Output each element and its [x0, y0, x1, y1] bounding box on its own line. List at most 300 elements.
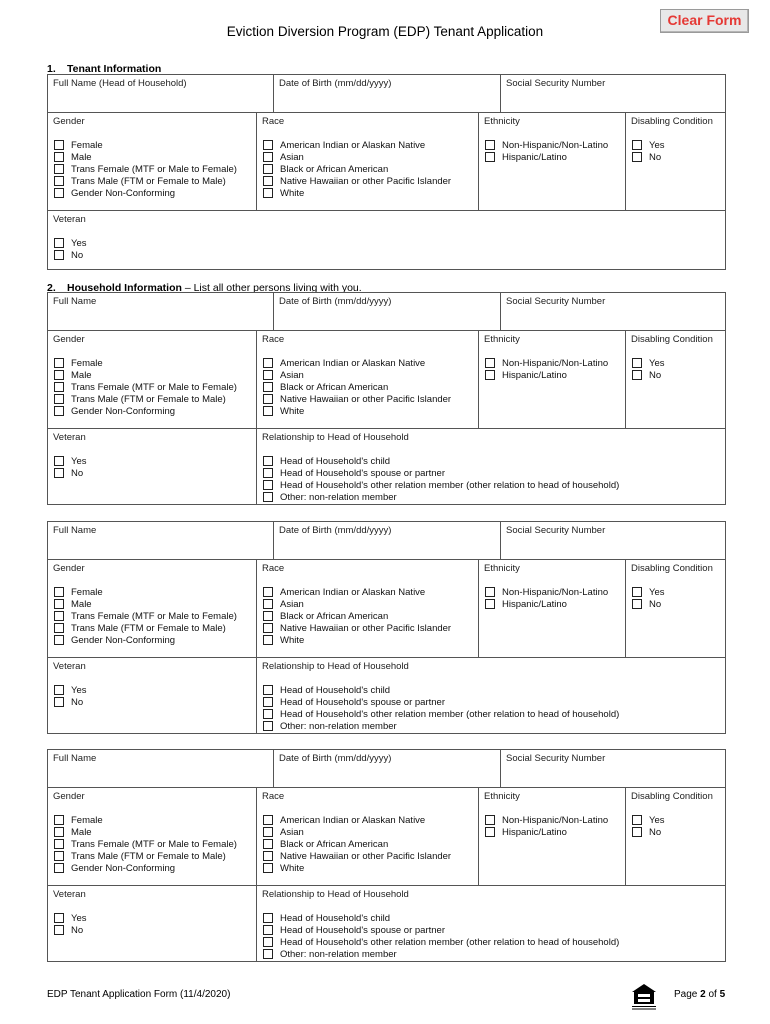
relationship-option[interactable] — [263, 479, 619, 491]
relationship-option[interactable] — [263, 467, 619, 479]
equal-housing-opportunity-logo — [631, 983, 657, 1011]
page-total: 5 — [719, 989, 726, 1000]
race-option-label: Black or African American — [280, 838, 389, 850]
gender-checkbox[interactable] — [54, 358, 64, 368]
disabling-option[interactable] — [632, 357, 665, 369]
form-row — [48, 559, 725, 658]
relationship-checkbox[interactable] — [263, 456, 273, 466]
relationship-option-label: Head of Household's spouse or partner — [280, 924, 445, 936]
field-label: Social Security Number — [506, 525, 606, 536]
race-group — [256, 788, 478, 886]
field-label: Disabling Condition — [631, 116, 713, 127]
veteran-option[interactable] — [54, 237, 87, 249]
ethnicity-option-label: Non-Hispanic/Non-Latino — [502, 586, 609, 598]
race-option[interactable] — [263, 826, 451, 838]
disabling-option[interactable] — [632, 826, 665, 838]
gender-checkbox[interactable] — [54, 635, 64, 645]
race-option-label: Black or African American — [280, 163, 389, 175]
gender-option-label: Gender Non-Conforming — [71, 634, 176, 646]
veteran-checkbox[interactable] — [54, 925, 64, 935]
field-label: Relationship to Head of Household — [262, 889, 409, 900]
veteran-checkbox[interactable] — [54, 238, 64, 248]
race-checkbox[interactable] — [263, 152, 273, 162]
relationship-option[interactable] — [263, 912, 619, 924]
ethnicity-option[interactable] — [485, 357, 608, 369]
race-option-label: Asian — [280, 598, 304, 610]
footer-form-name: EDP Tenant Application Form (11/4/2020) — [47, 989, 231, 1000]
gender-option[interactable] — [54, 405, 237, 417]
disabling-checkbox[interactable] — [632, 827, 642, 837]
gender-checkbox[interactable] — [54, 839, 64, 849]
disabling-option[interactable] — [632, 598, 665, 610]
relationship-checkbox[interactable] — [263, 697, 273, 707]
gender-option[interactable] — [54, 357, 237, 369]
gender-option-label: Male — [71, 826, 92, 838]
relationship-option[interactable] — [263, 455, 619, 467]
gender-option[interactable] — [54, 634, 237, 646]
ethnicity-options — [485, 814, 608, 838]
veteran-option[interactable] — [54, 467, 87, 479]
race-option[interactable] — [263, 357, 451, 369]
disabling-option-label: No — [649, 151, 662, 163]
race-checkbox[interactable] — [263, 623, 273, 633]
race-checkbox[interactable] — [263, 164, 273, 174]
race-checkbox[interactable] — [263, 382, 273, 392]
field-label: Social Security Number — [506, 753, 606, 764]
disabling-checkbox[interactable] — [632, 358, 642, 368]
disabling-option-label: Yes — [649, 814, 665, 826]
relationship-option-label: Head of Household's child — [280, 912, 391, 924]
field-label: Race — [262, 563, 285, 574]
ethnicity-option-label: Hispanic/Latino — [502, 369, 567, 381]
ethnicity-option-label: Non-Hispanic/Non-Latino — [502, 139, 609, 151]
form-row — [48, 750, 725, 787]
gender-option-label: Female — [71, 586, 103, 598]
race-option[interactable] — [263, 393, 451, 405]
gender-group — [48, 331, 256, 429]
field-label: Social Security Number — [506, 296, 606, 307]
field-label: Full Name — [53, 753, 97, 764]
race-options — [263, 357, 451, 417]
field-label: Ethnicity — [484, 563, 520, 574]
race-checkbox[interactable] — [263, 851, 273, 861]
member-ssn-field[interactable] — [500, 750, 725, 787]
member-dob-field[interactable] — [273, 522, 500, 559]
ethnicity-checkbox[interactable] — [485, 358, 495, 368]
veteran-checkbox[interactable] — [54, 456, 64, 466]
relationship-checkbox[interactable] — [263, 937, 273, 947]
race-option[interactable] — [263, 151, 451, 163]
ethnicity-option[interactable] — [485, 826, 608, 838]
disabling-options — [632, 357, 665, 381]
veteran-option[interactable] — [54, 684, 87, 696]
gender-options — [54, 586, 237, 646]
race-option[interactable] — [263, 381, 451, 393]
ethnicity-checkbox[interactable] — [485, 599, 495, 609]
gender-checkbox[interactable] — [54, 599, 64, 609]
veteran-checkbox[interactable] — [54, 685, 64, 695]
gender-option[interactable] — [54, 163, 237, 175]
field-label: Date of Birth (mm/dd/yyyy) — [279, 753, 392, 764]
disabling-condition-group — [625, 788, 725, 886]
relationship-option-label: Head of Household's other relation member (other relation to head of household) — [280, 936, 620, 948]
gender-checkbox[interactable] — [54, 851, 64, 861]
race-option-label: White — [280, 187, 305, 199]
race-option[interactable] — [263, 139, 451, 151]
race-option[interactable] — [263, 862, 451, 874]
form-row — [48, 293, 725, 330]
veteran-options — [54, 237, 87, 261]
disabling-option[interactable] — [632, 586, 665, 598]
gender-option-label: Trans Male (FTM or Female to Male) — [71, 622, 226, 634]
disabling-option[interactable] — [632, 151, 665, 163]
relationship-checkbox[interactable] — [263, 913, 273, 923]
ethnicity-option[interactable] — [485, 151, 608, 163]
race-checkbox[interactable] — [263, 358, 273, 368]
field-label: Full Name — [53, 525, 97, 536]
race-option[interactable] — [263, 634, 451, 646]
ethnicity-option[interactable] — [485, 586, 608, 598]
ethnicity-group — [478, 560, 625, 658]
relationship-checkbox[interactable] — [263, 925, 273, 935]
form-row — [48, 210, 725, 270]
veteran-group — [48, 211, 725, 270]
member-full-name-field[interactable] — [48, 293, 273, 330]
race-checkbox[interactable] — [263, 394, 273, 404]
disabling-option[interactable] — [632, 139, 665, 151]
form-row — [48, 428, 725, 505]
gender-option[interactable] — [54, 151, 237, 163]
member-dob-field[interactable] — [273, 750, 500, 787]
race-option-label: American Indian or Alaskan Native — [280, 586, 426, 598]
ethnicity-group — [478, 113, 625, 211]
form-title: Eviction Diversion Program (EDP) Tenant Application — [226, 24, 544, 39]
section-2-number: 2. — [47, 282, 56, 294]
relationship-checkbox[interactable] — [263, 949, 273, 959]
veteran-options — [54, 684, 87, 708]
veteran-option[interactable] — [54, 249, 87, 261]
member-ssn-field[interactable] — [500, 293, 725, 330]
race-option[interactable] — [263, 814, 451, 826]
field-label: Date of Birth (mm/dd/yyyy) — [279, 525, 392, 536]
disabling-condition-group — [625, 113, 725, 211]
race-option[interactable] — [263, 598, 451, 610]
gender-checkbox[interactable] — [54, 863, 64, 873]
race-group — [256, 113, 478, 211]
race-checkbox[interactable] — [263, 827, 273, 837]
veteran-option-label: No — [71, 924, 84, 936]
field-label: Race — [262, 791, 285, 802]
disabling-checkbox[interactable] — [632, 370, 642, 380]
race-option[interactable] — [263, 175, 451, 187]
household-member-block — [47, 521, 726, 734]
veteran-checkbox[interactable] — [54, 913, 64, 923]
race-options — [263, 139, 451, 199]
gender-option-label: Trans Male (FTM or Female to Male) — [71, 175, 226, 187]
veteran-option[interactable] — [54, 455, 87, 467]
relationship-options — [263, 684, 619, 732]
veteran-option-label: Yes — [71, 455, 87, 467]
veteran-checkbox[interactable] — [54, 468, 64, 478]
gender-option-label: Female — [71, 814, 103, 826]
gender-option[interactable] — [54, 850, 237, 862]
tenant-info-block — [47, 74, 726, 270]
disabling-option[interactable] — [632, 369, 665, 381]
gender-checkbox[interactable] — [54, 176, 64, 186]
member-full-name-field[interactable] — [48, 522, 273, 559]
gender-checkbox[interactable] — [54, 587, 64, 597]
veteran-checkbox[interactable] — [54, 697, 64, 707]
head-dob-field[interactable] — [273, 75, 500, 112]
head-full-name-field[interactable] — [48, 75, 273, 112]
race-option[interactable] — [263, 610, 451, 622]
relationship-checkbox[interactable] — [263, 468, 273, 478]
disabling-checkbox[interactable] — [632, 140, 642, 150]
disabling-checkbox[interactable] — [632, 815, 642, 825]
gender-checkbox[interactable] — [54, 382, 64, 392]
field-label: Veteran — [53, 432, 86, 443]
gender-option-label: Trans Female (MTF or Male to Female) — [71, 163, 237, 175]
gender-options — [54, 139, 237, 199]
form-row — [48, 330, 725, 429]
gender-option[interactable] — [54, 139, 237, 151]
ethnicity-checkbox[interactable] — [485, 815, 495, 825]
gender-option[interactable] — [54, 187, 237, 199]
veteran-options — [54, 912, 87, 936]
section-2-subtitle: – List all other persons living with you. — [181, 282, 362, 294]
form-row — [48, 885, 725, 962]
gender-checkbox[interactable] — [54, 815, 64, 825]
ethnicity-option[interactable] — [485, 369, 608, 381]
gender-checkbox[interactable] — [54, 188, 64, 198]
race-option[interactable] — [263, 586, 451, 598]
ethnicity-option-label: Hispanic/Latino — [502, 826, 567, 838]
race-option-label: Native Hawaiian or other Pacific Islander — [280, 850, 452, 862]
gender-option-label: Gender Non-Conforming — [71, 405, 176, 417]
gender-option[interactable] — [54, 598, 237, 610]
disabling-option[interactable] — [632, 814, 665, 826]
gender-option-label: Gender Non-Conforming — [71, 862, 176, 874]
race-group — [256, 560, 478, 658]
veteran-option[interactable] — [54, 912, 87, 924]
form-row — [48, 787, 725, 886]
race-checkbox[interactable] — [263, 863, 273, 873]
veteran-checkbox[interactable] — [54, 250, 64, 260]
ethnicity-checkbox[interactable] — [485, 152, 495, 162]
race-checkbox[interactable] — [263, 611, 273, 621]
disabling-checkbox[interactable] — [632, 587, 642, 597]
gender-group — [48, 113, 256, 211]
ethnicity-group — [478, 788, 625, 886]
gender-option-label: Male — [71, 369, 92, 381]
veteran-option[interactable] — [54, 696, 87, 708]
field-label: Social Security Number — [506, 78, 606, 89]
relationship-checkbox[interactable] — [263, 480, 273, 490]
race-option[interactable] — [263, 850, 451, 862]
gender-option[interactable] — [54, 381, 237, 393]
form-row — [48, 657, 725, 734]
race-option[interactable] — [263, 405, 451, 417]
field-label: Full Name — [53, 296, 97, 307]
gender-checkbox[interactable] — [54, 152, 64, 162]
ethnicity-group — [478, 331, 625, 429]
gender-option[interactable] — [54, 369, 237, 381]
relationship-option[interactable] — [263, 684, 619, 696]
relationship-checkbox[interactable] — [263, 709, 273, 719]
form-row — [48, 75, 725, 112]
clear-form-button[interactable]: Clear Form — [660, 9, 749, 33]
race-checkbox[interactable] — [263, 140, 273, 150]
disabling-option-label: No — [649, 826, 662, 838]
race-checkbox[interactable] — [263, 839, 273, 849]
veteran-option[interactable] — [54, 924, 87, 936]
ethnicity-checkbox[interactable] — [485, 140, 495, 150]
ethnicity-checkbox[interactable] — [485, 587, 495, 597]
gender-option[interactable] — [54, 814, 237, 826]
relationship-option-label: Other: non-relation member — [280, 491, 397, 503]
disabling-option-label: No — [649, 369, 662, 381]
relationship-option[interactable] — [263, 924, 619, 936]
veteran-group — [48, 429, 256, 505]
relationship-checkbox[interactable] — [263, 685, 273, 695]
gender-checkbox[interactable] — [54, 164, 64, 174]
veteran-option-label: Yes — [71, 684, 87, 696]
page-indicator: Page 2 of 5 — [674, 989, 726, 1000]
gender-option-label: Female — [71, 357, 103, 369]
race-option-label: American Indian or Alaskan Native — [280, 814, 426, 826]
gender-option[interactable] — [54, 862, 237, 874]
ethnicity-checkbox[interactable] — [485, 827, 495, 837]
gender-option[interactable] — [54, 586, 237, 598]
household-member-block — [47, 292, 726, 505]
relationship-checkbox[interactable] — [263, 492, 273, 502]
section-1-number: 1. — [47, 63, 56, 75]
race-option-label: Black or African American — [280, 610, 389, 622]
race-option-label: American Indian or Alaskan Native — [280, 357, 426, 369]
race-option-label: White — [280, 862, 305, 874]
field-label: Gender — [53, 563, 85, 574]
race-option-label: Native Hawaiian or other Pacific Islander — [280, 393, 452, 405]
relationship-option[interactable] — [263, 708, 619, 720]
relationship-option[interactable] — [263, 936, 619, 948]
gender-group — [48, 560, 256, 658]
gender-checkbox[interactable] — [54, 623, 64, 633]
race-option-label: Asian — [280, 369, 304, 381]
veteran-option-label: Yes — [71, 912, 87, 924]
member-dob-field[interactable] — [273, 293, 500, 330]
gender-option[interactable] — [54, 175, 237, 187]
race-checkbox[interactable] — [263, 370, 273, 380]
gender-option-label: Trans Male (FTM or Female to Male) — [71, 393, 226, 405]
race-option-label: Black or African American — [280, 381, 389, 393]
relationship-option[interactable] — [263, 720, 619, 732]
household-member-block — [47, 749, 726, 962]
race-checkbox[interactable] — [263, 176, 273, 186]
disabling-checkbox[interactable] — [632, 152, 642, 162]
field-label: Ethnicity — [484, 334, 520, 345]
veteran-option-label: Yes — [71, 237, 87, 249]
relationship-option-label: Head of Household's child — [280, 684, 391, 696]
field-label: Gender — [53, 116, 85, 127]
ethnicity-option[interactable] — [485, 139, 608, 151]
ethnicity-option[interactable] — [485, 814, 608, 826]
race-checkbox[interactable] — [263, 815, 273, 825]
race-option[interactable] — [263, 838, 451, 850]
member-ssn-field[interactable] — [500, 522, 725, 559]
relationship-option-label: Other: non-relation member — [280, 948, 397, 960]
gender-option[interactable] — [54, 826, 237, 838]
relationship-option-label: Head of Household's other relation member (other relation to head of household) — [280, 708, 620, 720]
veteran-option-label: No — [71, 696, 84, 708]
form-row — [48, 112, 725, 211]
field-label: Relationship to Head of Household — [262, 432, 409, 443]
relationship-option[interactable] — [263, 491, 619, 503]
gender-option[interactable] — [54, 610, 237, 622]
section-1-title: Tenant Information — [67, 63, 162, 75]
relationship-option[interactable] — [263, 696, 619, 708]
relationship-option[interactable] — [263, 948, 619, 960]
race-checkbox[interactable] — [263, 188, 273, 198]
page-current: 2 — [700, 989, 706, 1000]
race-checkbox[interactable] — [263, 587, 273, 597]
disabling-option-label: Yes — [649, 357, 665, 369]
gender-option[interactable] — [54, 838, 237, 850]
gender-option-label: Gender Non-Conforming — [71, 187, 176, 199]
race-option-label: Native Hawaiian or other Pacific Islander — [280, 622, 452, 634]
disabling-checkbox[interactable] — [632, 599, 642, 609]
section-2-title: Household Information — [67, 282, 182, 294]
race-option[interactable] — [263, 622, 451, 634]
gender-option[interactable] — [54, 622, 237, 634]
gender-checkbox[interactable] — [54, 394, 64, 404]
field-label: Full Name (Head of Household) — [53, 78, 187, 89]
field-label: Race — [262, 334, 285, 345]
gender-option-label: Male — [71, 151, 92, 163]
race-checkbox[interactable] — [263, 635, 273, 645]
head-ssn-field[interactable] — [500, 75, 725, 112]
gender-checkbox[interactable] — [54, 827, 64, 837]
ethnicity-option-label: Hispanic/Latino — [502, 598, 567, 610]
ethnicity-checkbox[interactable] — [485, 370, 495, 380]
race-option-label: American Indian or Alaskan Native — [280, 139, 426, 151]
race-option[interactable] — [263, 163, 451, 175]
ethnicity-options — [485, 357, 608, 381]
race-option-label: Asian — [280, 826, 304, 838]
race-checkbox[interactable] — [263, 406, 273, 416]
relationship-checkbox[interactable] — [263, 721, 273, 731]
gender-option[interactable] — [54, 393, 237, 405]
field-label: Ethnicity — [484, 791, 520, 802]
member-full-name-field[interactable] — [48, 750, 273, 787]
gender-checkbox[interactable] — [54, 370, 64, 380]
veteran-option-label: No — [71, 467, 84, 479]
gender-options — [54, 814, 237, 874]
disabling-options — [632, 139, 665, 163]
ethnicity-option[interactable] — [485, 598, 608, 610]
field-label: Veteran — [53, 889, 86, 900]
field-label: Gender — [53, 334, 85, 345]
disabling-option-label: Yes — [649, 139, 665, 151]
ethnicity-options — [485, 586, 608, 610]
gender-checkbox[interactable] — [54, 140, 64, 150]
relationship-group — [256, 886, 725, 962]
gender-checkbox[interactable] — [54, 611, 64, 621]
race-option[interactable] — [263, 369, 451, 381]
race-checkbox[interactable] — [263, 599, 273, 609]
race-option[interactable] — [263, 187, 451, 199]
race-option-label: Native Hawaiian or other Pacific Islander — [280, 175, 452, 187]
gender-checkbox[interactable] — [54, 406, 64, 416]
